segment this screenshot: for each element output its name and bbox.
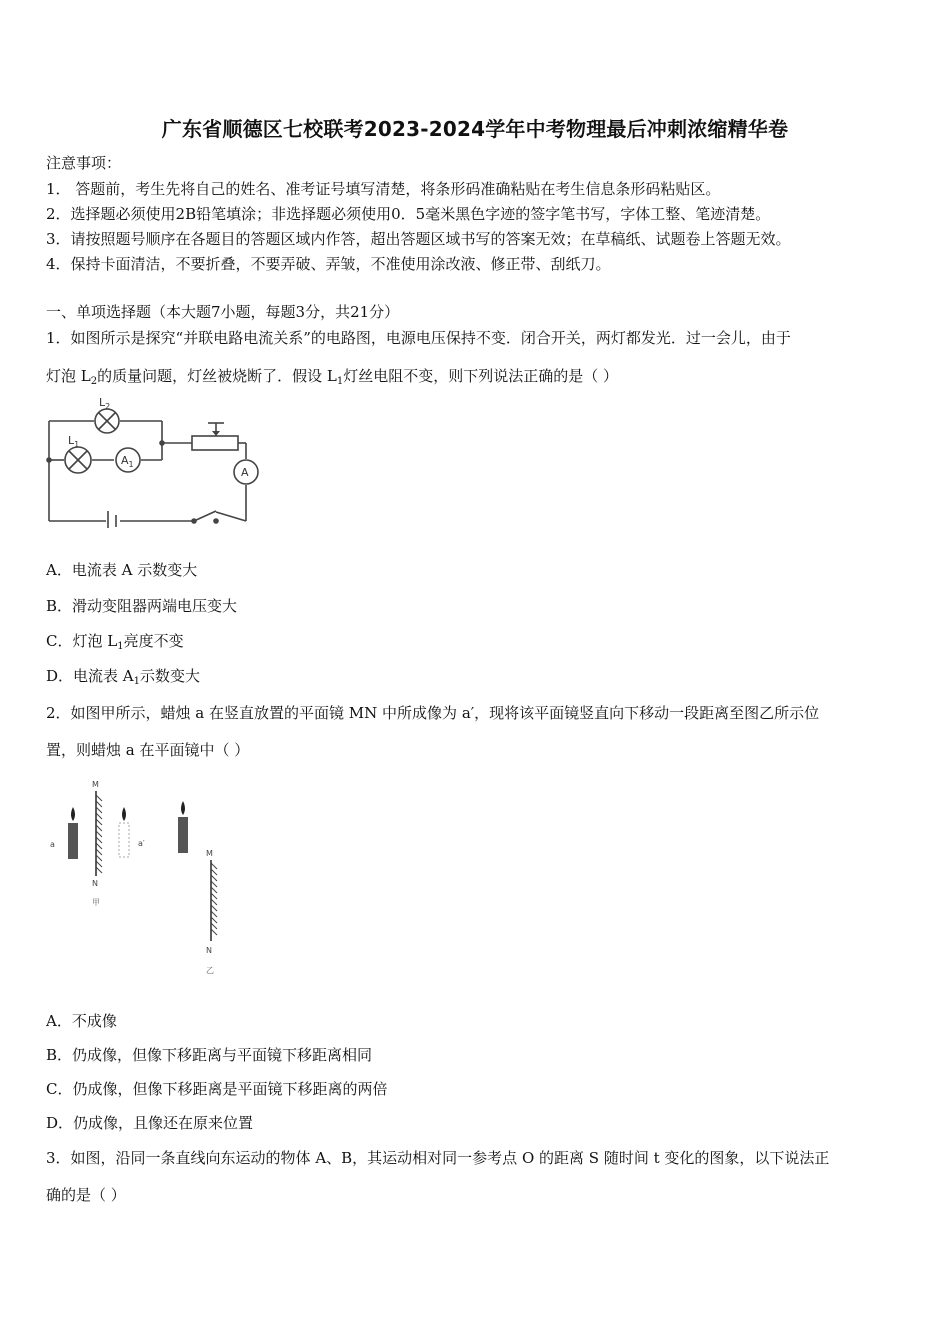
question-1-stem: 1．如图所示是探究“并联电路电流关系”的电路图，电源电压保持不变．闭合开关，两灯都发光．过一会儿，由于 [46, 329, 791, 347]
section-heading: 一、单项选择题（本大题7小题，每题3分，共21分） [46, 303, 400, 321]
svg-text:乙: 乙 [206, 966, 214, 975]
question-1-stem-line2: 灯泡 $L_2$的质量问题，灯丝被烧断了．假设 $L_1$灯丝电阻不变，则下列说法正确的是（ ） [46, 367, 618, 387]
option-d: D．仍成像，且像还在原来位置 [46, 1114, 254, 1132]
question-3-stem-line2: 确的是（ ） [46, 1186, 126, 1204]
flame-icon [71, 807, 75, 821]
candle-a [68, 823, 78, 859]
flame-icon [122, 807, 126, 821]
option-b: B．滑动变阻器两端电压变大 [46, 597, 238, 615]
flame-icon [181, 801, 185, 815]
svg-text:a: a [50, 840, 55, 849]
notice-item: 1． 答题前，考生先将自己的姓名、准考证号填写清楚，将条形码准确粘贴在考生信息条形码粘贴区。 [46, 180, 721, 198]
notice-item: 3．请按照题号顺序在各题目的答题区域内作答，超出答题区域书写的答案无效；在草稿纸、试题卷上答题无效。 [46, 230, 791, 248]
l1-label: $L_1$ [68, 434, 80, 449]
svg-text:N: N [92, 879, 98, 888]
page-title: 广东省顺德区七校联考2023-2024学年中考物理最后冲刺浓缩精华卷 [161, 117, 789, 141]
parallel-circuit-diagram [44, 393, 274, 528]
lamp-l2 [95, 409, 119, 433]
question-3-stem: 3．如图，沿同一条直线向东运动的物体 A、B，其运动相对同一参考点 O 的距离 S 随时间 t 变化的图象，以下说法正 [46, 1149, 830, 1167]
candle-image [119, 823, 129, 857]
candle-a-2 [178, 817, 188, 853]
notice-item: 2．选择题必须使用2B铅笔填涂；非选择题必须使用0．5毫米黑色字迹的签字笔书写，字体工整、笔迹清楚。 [46, 205, 771, 223]
option-c: C．仍成像，但像下移距离是平面镜下移距离的两倍 [46, 1080, 388, 1098]
lamp-l1 [65, 447, 91, 473]
mirror-candle-diagram [44, 773, 244, 978]
svg-text:甲: 甲 [92, 898, 100, 907]
option-d: D．电流表 $A_1$示数变大 [46, 667, 201, 687]
a1-label: $A_1$ [121, 454, 134, 469]
l2-label: $L_2$ [99, 396, 111, 411]
question-2-stem: 2．如图甲所示，蜡烛 a 在竖直放置的平面镜 MN 中所成像为 a′，现将该平面镜竖直向下移动一段距离至图乙所示位 [46, 704, 820, 722]
svg-text:M: M [92, 780, 99, 789]
option-c: C．灯泡 $L_1$亮度不变 [46, 632, 184, 652]
option-a: A．不成像 [46, 1012, 117, 1030]
notice-item: 4．保持卡面清洁，不要折叠，不要弄破、弄皱，不准使用涂改液、修正带、刮纸刀。 [46, 255, 611, 273]
option-a: A．电流表 A 示数变大 [46, 561, 198, 579]
svg-text:N: N [206, 946, 212, 955]
a-label: A [241, 466, 249, 479]
option-b: B．仍成像，但像下移距离与平面镜下移距离相同 [46, 1046, 373, 1064]
notice-heading: 注意事项： [46, 154, 122, 172]
svg-text:M: M [206, 849, 213, 858]
question-2-stem-line2: 置，则蜡烛 a 在平面镜中（ ） [46, 741, 250, 759]
svg-text:a′: a′ [138, 839, 145, 848]
